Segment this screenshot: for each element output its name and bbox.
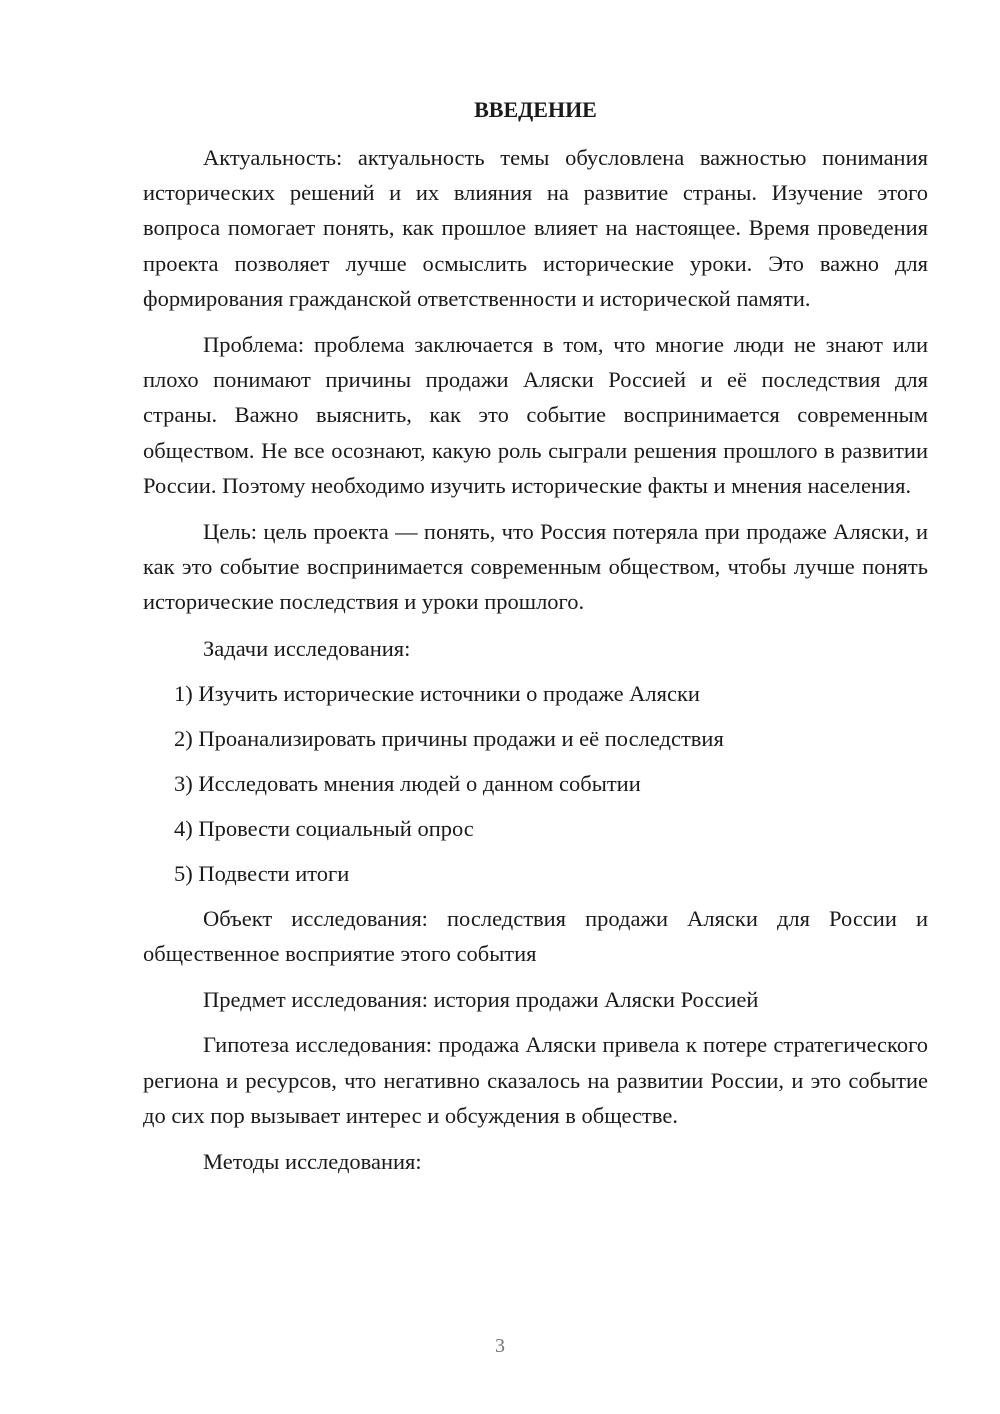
problem-paragraph: Проблема: проблема заключается в том, что многие люди не знают или плохо понимают причины продажи Аляски Россией и её последствия для страны. Важно выяснить, как это событие воспринимается современным обществом. Не все осознают, какую роль сыграли решения прошлого в развитии России. Поэтому необходимо изучить исторические факты и мнения населения. <box>143 332 928 498</box>
page-number: 3 <box>495 1335 505 1357</box>
goal-paragraph: Цель: цель проекта — понять, что Россия потеряла при продаже Аляски, и как это событие воспринимается современным обществом, чтобы лучше понять исторические последствия и уроки прошлого. <box>143 519 928 615</box>
methods-heading: Методы исследования: <box>203 1149 422 1175</box>
object-paragraph: Объект исследования: последствия продажи Аляски для России и общественное восприятие этого события <box>143 905 928 967</box>
task-item: 2) Проанализировать причины продажи и её последствия <box>174 725 724 751</box>
subject-paragraph: Предмет исследования: история продажи Аляски Россией <box>203 987 759 1013</box>
relevance-paragraph: Актуальность: актуальность темы обусловлена важностью понимания исторических решений и их влияния на развитие страны. Изучение этого вопроса помогает понять, как прошлое влияет на настоящее. Время проведения проекта позволяет лучше осмыслить исторические уроки. Это важно для формирования гражданской ответственности и исторической памяти. <box>143 145 928 311</box>
task-item: 1) Изучить исторические источники о продаже Аляски <box>174 680 700 706</box>
tasks-list <box>143 676 928 891</box>
hypothesis-paragraph: Гипотеза исследования: продажа Аляски привела к потере стратегического региона и ресурсов, что негативно сказалось на развитии России, и это событие до сих пор вызывает интерес и обсуждения в обществе. <box>143 1032 928 1128</box>
document-page <box>143 95 928 1189</box>
tasks-heading: Задачи исследования: <box>203 635 411 661</box>
task-item: 3) Исследовать мнения людей о данном событии <box>174 770 641 796</box>
task-item: 5) Подвести итоги <box>174 860 350 886</box>
page-title: ВВЕДЕНИЕ <box>474 97 597 122</box>
task-item: 4) Провести социальный опрос <box>174 815 474 841</box>
